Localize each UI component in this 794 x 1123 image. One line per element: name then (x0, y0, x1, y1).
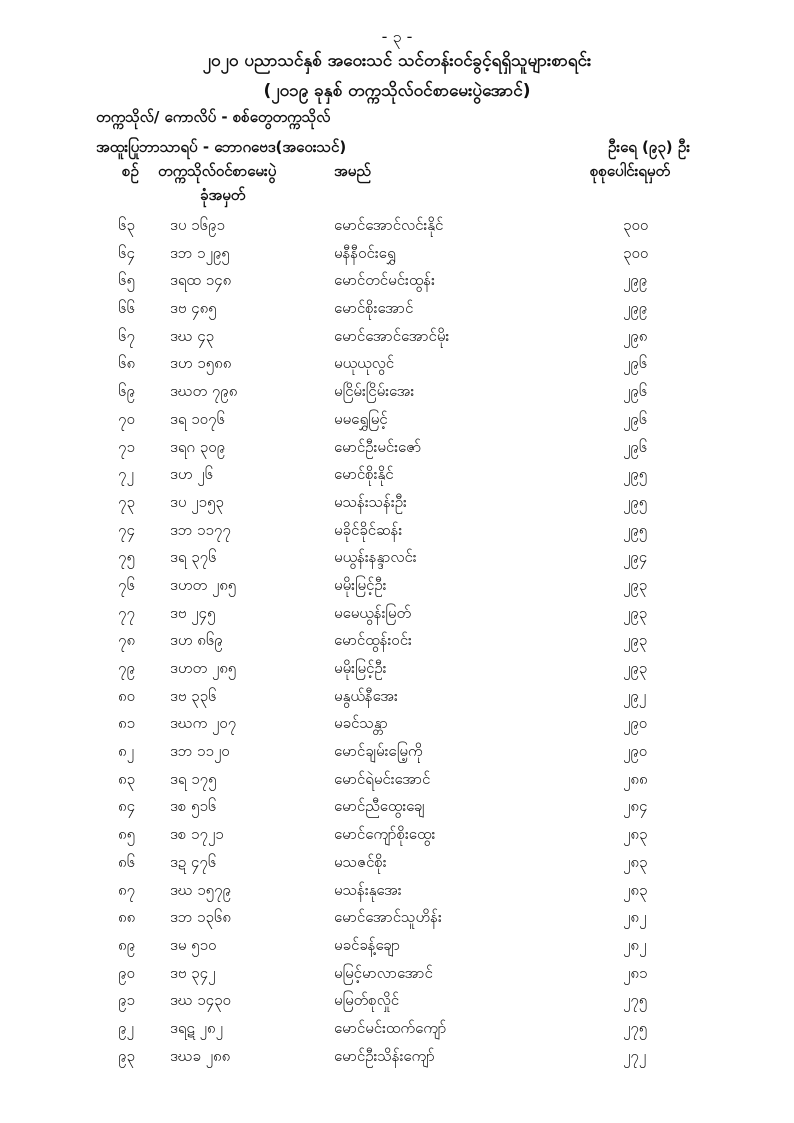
cell-no: ၇၅ (118, 548, 135, 567)
cell-no: ၆၇ (118, 326, 135, 345)
cell-name: မသန်းသန်းဦး (334, 492, 407, 511)
cell-name: မောင်ချမ်းမြေ့ကို (334, 742, 423, 761)
document-subtitle: (၂၀၁၉ ခုနှစ် တက္ကသိုလ်ဝင်စာမေးပွဲအောင်) (263, 81, 531, 101)
cell-no: ၈၃ (118, 769, 136, 788)
cell-no: ၈၀ (118, 686, 136, 705)
cell-marks: ၂၉၅ (623, 520, 648, 539)
cell-marks: ၂၉၄ (623, 548, 648, 567)
cell-marks: ၂၉၀ (623, 742, 648, 761)
student-count: ဦးရေ (၉၃) ဦး (607, 138, 690, 156)
student-table (0, 216, 794, 1074)
cell-roll-number: ဒဃ ၄၃ (170, 326, 215, 345)
cell-marks: ၃၀၀ (623, 216, 649, 234)
cell-name: မမေယွန်းမြတ် (334, 603, 412, 622)
cell-marks: ၂၇၂ (623, 1046, 647, 1065)
table-row (0, 631, 794, 659)
table-row (0, 299, 794, 327)
cell-no: ၉၀ (118, 963, 135, 982)
cell-no: ၇၀ (118, 409, 135, 428)
cell-roll-number: ဒဃက ၂၀၇ (170, 714, 237, 733)
cell-name: မနီနီဝင်းရွှေ (334, 243, 396, 262)
cell-roll-number: ဒရ ၁၀၇၆ (170, 409, 225, 428)
cell-name: မခိုင်ခိုင်ဆန်း (334, 520, 403, 539)
table-row (0, 853, 794, 881)
cell-name: မောင်စိုးနိုင် (334, 465, 394, 484)
table-row (0, 936, 794, 964)
table-row (0, 382, 794, 410)
table-row (0, 604, 794, 632)
cell-name: မယွန်းနန္ဒာလင်း (334, 548, 417, 567)
table-row (0, 770, 794, 798)
cell-no: ၈၉ (118, 935, 136, 954)
major-line: အထူးပြုဘာသာရပ် - ဘောဂဗေဒ(အဝေးသင်) (96, 138, 347, 156)
cell-roll-number: ဒဃတ ၇၉၈ (170, 382, 238, 401)
cell-roll-number: ဒပ ၂၁၅၃ (170, 492, 224, 511)
cell-roll-number: ဒဗ ၃၄၂ (170, 963, 216, 982)
cell-marks: ၂၉၃ (623, 631, 648, 650)
cell-no: ၇၇ (118, 603, 135, 622)
cell-no: ၇၈ (118, 631, 136, 650)
cell-roll-number: ဒရ ၃၇၆ (170, 548, 217, 567)
table-row (0, 410, 794, 438)
cell-name: မမိုးမြင့်ဦး (334, 575, 387, 594)
cell-marks: ၃၀၀ (623, 243, 649, 262)
column-header-name: အမည် (334, 162, 371, 180)
cell-marks: ၂၉၆ (623, 354, 648, 373)
cell-roll-number: ဒဟတ ၂၈၅ (170, 575, 237, 594)
cell-name: မမြတ်စုလှိုင် (334, 991, 400, 1010)
cell-name: မောင်မင်းထက်ကျော် (334, 1018, 447, 1037)
cell-name: မောင်ညီထွေးချေ (334, 797, 425, 816)
cell-no: ၇၂ (118, 465, 134, 484)
cell-marks: ၂၉၉ (623, 271, 648, 290)
cell-marks: ၂၉၃ (623, 575, 648, 594)
cell-marks: ၂၈၃ (623, 880, 648, 899)
cell-roll-number: ဒမ ၅၁၀ (170, 935, 217, 954)
cell-no: ၆၃ (118, 216, 135, 234)
cell-marks: ၂၉၀ (623, 714, 648, 733)
cell-no: ၆၈ (118, 354, 136, 373)
cell-name: မမြင့်မာလာအောင် (334, 963, 433, 982)
cell-name: မမိုးမြင့်ဦး (334, 659, 387, 677)
cell-roll-number: ဒဟ ၈၆၉ (170, 631, 223, 650)
cell-no: ၇၆ (118, 575, 135, 594)
cell-no: ၈၆ (118, 852, 136, 871)
column-header-roll-2: ခုံအမှတ် (200, 186, 246, 204)
cell-name: မောင်ဦးမင်းဇော် (334, 437, 422, 456)
cell-marks: ၂၉၉ (623, 299, 648, 318)
cell-roll-number: ဒရဂ ၃၀၉ (170, 437, 226, 456)
cell-no: ၉၃ (118, 1046, 135, 1065)
cell-marks: ၂၉၅ (623, 465, 648, 484)
cell-no: ၇၃ (118, 492, 135, 511)
cell-no: ၈၂ (118, 742, 134, 761)
cell-no: ၈၄ (118, 797, 136, 816)
cell-no: ၆၄ (118, 243, 135, 262)
table-row (0, 1019, 794, 1047)
cell-name: မောင်တင်မင်းထွန်း (334, 271, 435, 290)
table-row (0, 908, 794, 936)
table-row (0, 742, 794, 770)
cell-no: ၇၄ (118, 520, 135, 539)
table-row (0, 548, 794, 576)
cell-name: မောင်အောင်သူဟိန်း (334, 908, 442, 927)
cell-name: မယုယုလွင် (334, 354, 395, 373)
cell-name: မောင်အောင်အောင်မိုး (334, 326, 450, 345)
cell-name: မသဇင်စိုး (334, 852, 387, 871)
table-row (0, 797, 794, 825)
cell-marks: ၂၇၅ (623, 991, 648, 1010)
cell-marks: ၂၈၄ (623, 797, 648, 816)
cell-marks: ၂၈၁ (623, 963, 648, 982)
cell-roll-number: ဒရ ၁၇၅ (170, 769, 217, 788)
cell-name: မောင်ထွန်းဝင်း (334, 631, 412, 650)
cell-no: ၈၈ (118, 908, 136, 927)
cell-roll-number: ဒဟတ ၂၈၅ (170, 659, 237, 677)
cell-name: မနွယ်နီအေး (334, 686, 398, 705)
cell-roll-number: ဒဍ ၄၇၆ (170, 852, 217, 871)
cell-roll-number: ဒဟ ၂၆ (170, 465, 214, 484)
cell-roll-number: ဒဘ ၁၂၉၅ (170, 243, 230, 262)
cell-marks: ၂၇၅ (623, 1018, 648, 1037)
cell-no: ၆၉ (118, 382, 135, 401)
table-row (0, 881, 794, 909)
cell-marks: ၂၉၃ (623, 603, 648, 622)
cell-name: မောင်အောင်လင်းနိုင် (334, 216, 444, 234)
cell-marks: ၂၈၂ (623, 908, 647, 927)
cell-roll-number: ဒဗ ၃၃၆ (170, 686, 217, 705)
table-row (0, 991, 794, 1019)
cell-roll-number: ဒဃခ ၂၈၈ (170, 1046, 231, 1065)
cell-no: ၇၁ (118, 437, 135, 456)
cell-no: ၆၆ (118, 299, 135, 318)
table-row (0, 825, 794, 853)
table-row (0, 244, 794, 272)
table-row (0, 687, 794, 715)
cell-name: မောင်ကျော်စိုးထွေး (334, 825, 436, 844)
cell-roll-number: ဒဟ ၁၅၈၈ (170, 354, 232, 373)
table-row (0, 521, 794, 549)
cell-no: ၆၅ (118, 271, 135, 290)
table-row (0, 714, 794, 742)
table-row (0, 1047, 794, 1075)
cell-no: ၈၁ (118, 714, 136, 733)
table-row (0, 493, 794, 521)
cell-roll-number: ဒဃ ၁၄၃၀ (170, 991, 231, 1010)
table-row (0, 438, 794, 466)
column-header-marks: စုစုပေါင်းရမှတ် (590, 162, 671, 180)
table-row (0, 327, 794, 355)
cell-roll-number: ဒရဋ ၂၈၂ (170, 1018, 223, 1037)
cell-no: ၉၁ (118, 991, 135, 1010)
cell-roll-number: ဒဗ ၄၈၅ (170, 299, 217, 318)
cell-roll-number: ဒဘ ၁၃၆၈ (170, 908, 231, 927)
cell-marks: ၂၉၆ (623, 409, 648, 428)
table-row (0, 465, 794, 493)
document-title: ၂၀၂၀ ပညာသင်နှစ် အဝေးသင် သင်တန်းဝင်ခွင့်ရရှိသူများစာရင်း (202, 51, 592, 71)
cell-marks: ၂၈၃ (623, 825, 648, 844)
cell-name: မခင်ခန့်ချော (334, 935, 401, 954)
cell-marks: ၂၉၈ (623, 326, 648, 345)
table-row (0, 659, 794, 687)
cell-marks: ၂၈၃ (623, 852, 648, 871)
cell-name: မသန်းနုအေး (334, 880, 402, 899)
cell-roll-number: ဒဘ ၁၁၂၀ (170, 742, 230, 761)
cell-name: မောင်ရဲမင်းအောင် (334, 769, 431, 788)
cell-marks: ၂၉၂ (623, 686, 647, 705)
cell-marks: ၂၉၅ (623, 492, 648, 511)
cell-no: ၇၉ (118, 659, 135, 677)
cell-roll-number: ဒစ ၅၁၆ (170, 797, 217, 816)
cell-roll-number: ဒရထ ၁၄၈ (170, 271, 232, 290)
page-number: - ၃ - (381, 27, 413, 46)
cell-name: မမရွှေမြင့် (334, 409, 388, 428)
cell-roll-number: ဒပ ၁၆၉၁ (170, 216, 225, 234)
cell-roll-number: ဒဘ ၁၁၇၇ (170, 520, 231, 539)
cell-roll-number: ဒဃ ၁၅၇၉ (170, 880, 231, 899)
cell-roll-number: ဒစ ၁၇၂၁ (170, 825, 224, 844)
cell-name: မငြိမ်းငြိမ်းအေး (334, 382, 415, 401)
cell-name: မောင်စိုးအောင် (334, 299, 414, 318)
table-row (0, 354, 794, 382)
column-header-roll: တက္ကသိုလ်ဝင်စာမေးပွဲ (158, 162, 277, 180)
cell-name: မောင်ဦးသိန်းကျော် (334, 1046, 435, 1065)
cell-no: ၈၇ (118, 880, 136, 899)
cell-marks: ၂၉၆ (623, 437, 648, 456)
table-row (0, 216, 794, 244)
cell-marks: ၂၈၈ (623, 769, 648, 788)
cell-marks: ၂၉၃ (623, 659, 648, 677)
cell-marks: ၂၈၂ (623, 935, 647, 954)
table-row (0, 964, 794, 992)
cell-marks: ၂၉၆ (623, 382, 648, 401)
cell-no: ၈၅ (118, 825, 136, 844)
column-header-no: စဉ် (122, 162, 139, 180)
cell-roll-number: ဒဗ ၂၄၅ (170, 603, 216, 622)
cell-no: ၉၂ (118, 1018, 134, 1037)
cell-name: မခင်သန္တာ (334, 714, 388, 733)
university-line: တက္ကသိုလ်/ ကောလိပ် - စစ်တွေတက္ကသိုလ် (96, 108, 331, 126)
table-row (0, 576, 794, 604)
table-row (0, 271, 794, 299)
